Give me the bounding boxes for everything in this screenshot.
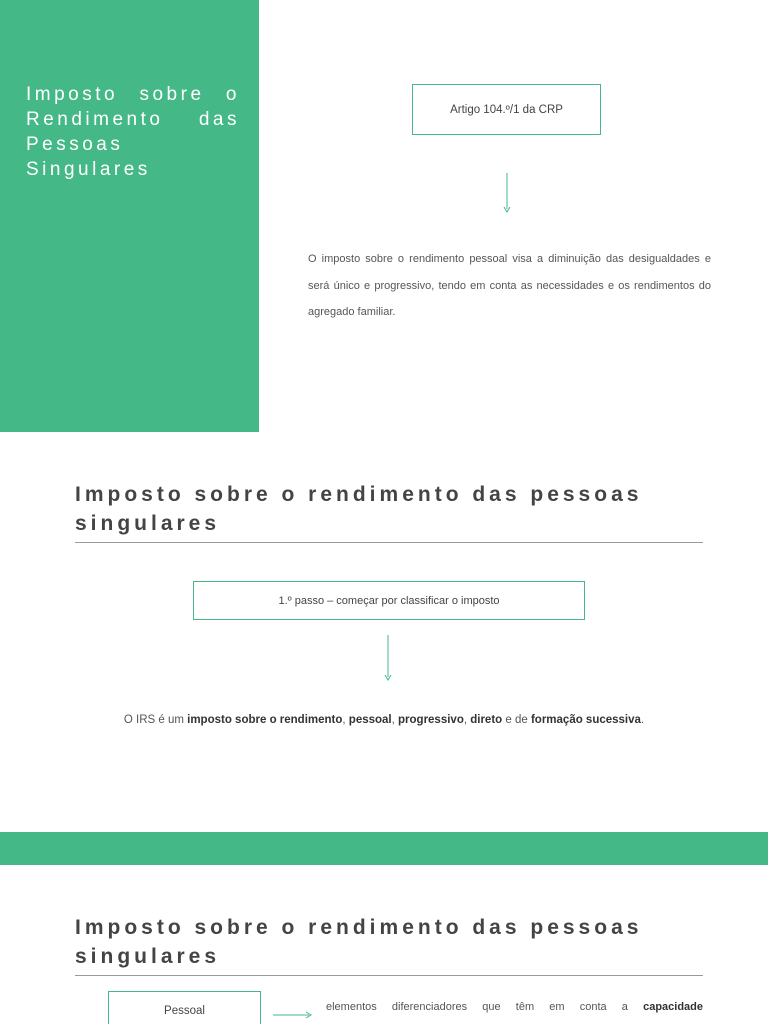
bold-segment: formação sucessiva [530,714,641,726]
text-segment: e de [502,714,531,726]
arrow-right-icon [273,1005,313,1024]
slide-1 [0,0,768,432]
text-segment: , [342,714,349,726]
text-segment: , [463,714,471,726]
definition-paragraph [326,994,703,1020]
classification-paragraph [0,714,768,726]
term-box [108,991,261,1024]
slide-3 [0,865,768,1024]
step-label: 1.º passo – começar por classificar o imposto [278,594,500,607]
heading-divider [75,975,703,976]
text-segment: , [391,714,399,726]
reference-label: Artigo 104.º/1 da CRP [450,103,563,116]
slide-heading: Imposto sobre o rendimento das pessoas singulares [75,483,643,535]
arrow-down-icon [383,635,393,681]
panel-title: Imposto sobre o Rendimento das Pessoas Singulares [26,84,240,180]
description-paragraph: O imposto sobre o rendimento pessoal visa a diminuição das desigualdades e será único e progressivo, tendo em conta as necessidades e os rendimentos do agregado familiar. [308,253,711,318]
title-panel [0,0,259,432]
slide-2 [0,432,768,832]
reference-box [412,84,601,135]
slide-heading: Imposto sobre o rendimento das pessoas singulares [75,916,643,968]
step-box [193,581,585,620]
bold-segment: direto [470,714,503,726]
text-segment: . [640,714,645,726]
bold-segment: pessoal [348,714,392,726]
bold-segment: capacidade [643,1001,703,1013]
bold-segment: progressivo [398,714,464,726]
text-segment: elementos diferenciadores que têm em conta a [326,1001,644,1013]
text-segment: O IRS é um [123,714,188,726]
arrow-down-icon [502,173,512,213]
term-label: Pessoal [164,1005,205,1017]
section-divider-band [0,832,768,865]
heading-divider [75,542,703,543]
bold-segment: imposto sobre o rendimento [187,714,343,726]
